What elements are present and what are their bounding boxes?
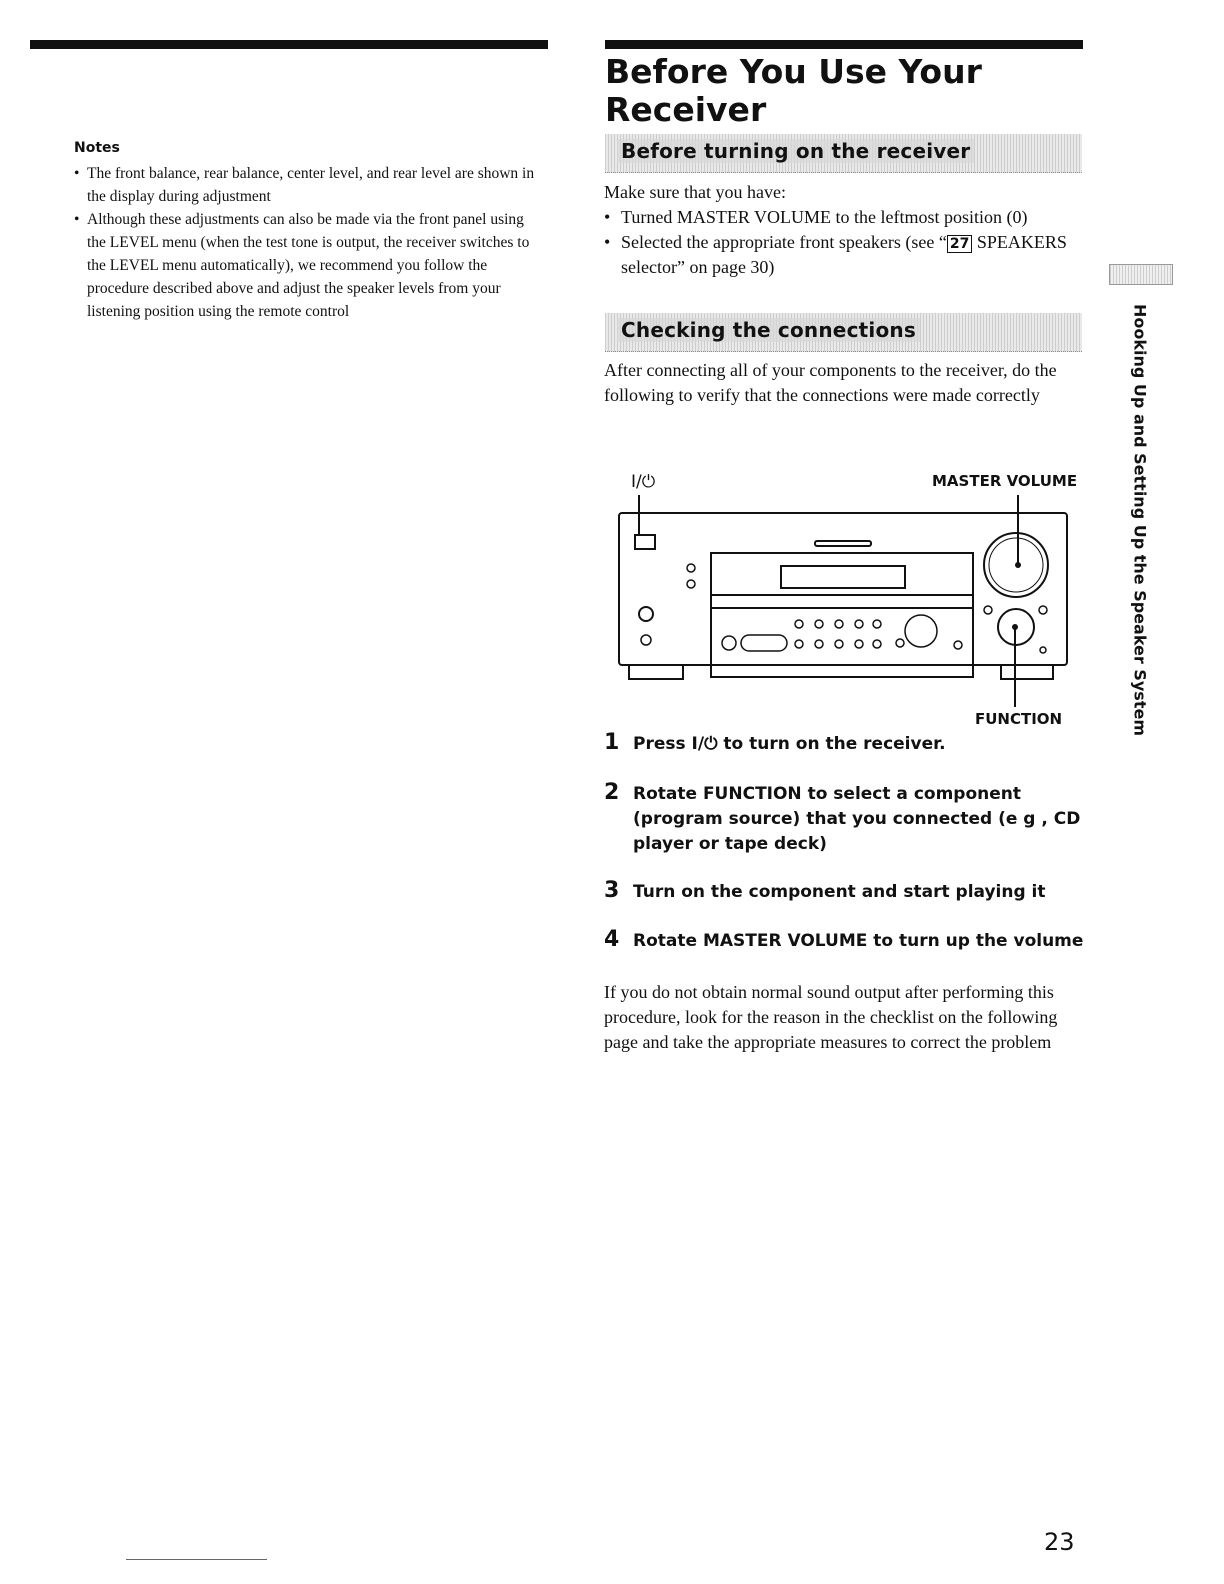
tuning-knob: [905, 615, 937, 647]
figure-label-function: FUNCTION: [975, 710, 1063, 728]
step-number: 4: [604, 927, 620, 952]
step-4: [604, 929, 1084, 954]
foot-right: [1001, 665, 1053, 679]
step-number: 1: [604, 730, 620, 755]
checklist-item: • Turned MASTER VOLUME to the leftmost position (0): [604, 205, 1084, 230]
step-2: [604, 782, 1084, 857]
foot-left: [629, 665, 683, 679]
section1-checklist: [604, 205, 1084, 280]
power-button: [635, 535, 655, 549]
page-number: 23: [1044, 1528, 1075, 1556]
footer-rule: [126, 1559, 267, 1560]
notes-title: Notes: [74, 140, 120, 156]
disc-slot: [815, 541, 871, 546]
chapter-tab-marker: [1109, 264, 1173, 285]
headphone-jack: [639, 607, 653, 621]
section-heading-checking-connections: [605, 313, 1082, 352]
section-heading-text: Before turning on the receiver: [617, 139, 974, 163]
figure-label-power: I/⏻: [631, 472, 656, 492]
step-text: Turn on the component and start playing it: [633, 882, 1046, 902]
step-text: Rotate FUNCTION to select a component (program source) that you connected (e g , CD player or tape deck): [633, 784, 1081, 854]
troubleshooting-paragraph: If you do not obtain normal sound output after performing this procedure, look for the reason in the checklist on the following page and take the appropriate measures to correct the problem: [604, 982, 1058, 1052]
display-panel: [711, 553, 973, 677]
step-text: Rotate MASTER VOLUME to turn up the volume: [633, 931, 1084, 951]
display-window: [781, 566, 905, 588]
checklist-text: Selected the appropriate front speakers (see “: [621, 232, 947, 252]
figure-label-master-volume: MASTER VOLUME: [932, 472, 1078, 490]
note-item: • The front balance, rear balance, center level, and rear level are shown in the display during adjustment: [74, 162, 544, 208]
step-3: [604, 880, 1084, 905]
step-1: [604, 732, 1084, 757]
section1-intro: Make sure that you have:: [604, 182, 786, 202]
step-number: 3: [604, 878, 620, 903]
notes-section: [74, 140, 544, 323]
section-heading-before-turning-on: [605, 134, 1082, 173]
section2-intro: After connecting all of your components to the receiver, do the following to verify that the connections were made correctly: [604, 360, 1057, 405]
step-text: Press I/⏻ to turn on the receiver.: [633, 734, 946, 754]
receiver-front-panel-illustration: [615, 495, 1075, 717]
top-rule-left: [30, 40, 548, 49]
chapter-tab-label: Hooking Up and Setting Up the Speaker System: [1130, 304, 1150, 736]
reference-number-box: 27: [947, 235, 972, 253]
step-number: 2: [604, 780, 620, 805]
note-item: • Although these adjustments can also be made via the front panel using the LEVEL menu (when the test tone is output, the receiver switches to the LEVEL menu automatically), we recommend you follow the procedure described above and adjust the speaker levels from your listening position using the remote control: [74, 208, 544, 323]
checklist-text: SPEAKERS selector” on page 30): [621, 232, 1067, 277]
top-rule-right: [605, 40, 1083, 49]
checklist-item: [604, 230, 1084, 280]
section-heading-text: Checking the connections: [617, 318, 920, 342]
notes-list: [74, 162, 544, 323]
page-title: Before You Use Your Receiver: [605, 52, 982, 129]
